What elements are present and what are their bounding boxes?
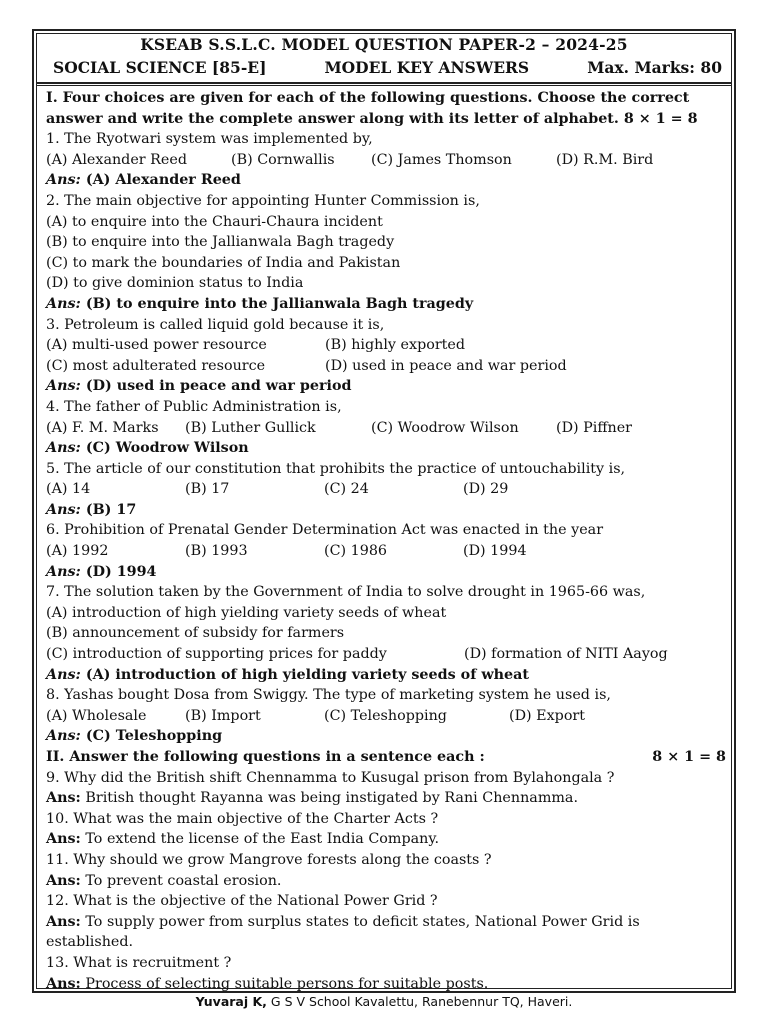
header-divider-thin bbox=[36, 85, 732, 86]
options-3a bbox=[46, 335, 726, 356]
subject-label: SOCIAL SCIENCE [85-E] bbox=[53, 58, 267, 77]
question-5: 5. The article of our constitution that prohibits the practice of untouchability is, bbox=[46, 460, 626, 477]
answer-text: Process of selecting suitable persons for suitable posts. bbox=[85, 975, 489, 992]
answer-9 bbox=[46, 788, 726, 809]
answer-6 bbox=[46, 562, 726, 583]
answer-text: To supply power from surplus states to deficit states, National Power Grid is bbox=[85, 913, 640, 930]
option: (C) 24 bbox=[324, 481, 369, 498]
answer-text: (D) 1994 bbox=[85, 563, 157, 580]
option: (B) Import bbox=[185, 707, 261, 724]
question-2: 2. The main objective for appointing Hunter Commission is, bbox=[46, 192, 480, 209]
answer-3 bbox=[46, 376, 726, 397]
ans-label: Ans: bbox=[46, 440, 81, 457]
footer-school: G S V School Kavalettu, Ranebennur TQ, Haveri. bbox=[266, 994, 573, 1009]
footer-author: Yuvaraj K, bbox=[195, 994, 267, 1009]
max-marks: Max. Marks: 80 bbox=[587, 58, 722, 77]
option: (D) 29 bbox=[463, 481, 509, 498]
ans-label: Ans: bbox=[46, 378, 81, 395]
answer-5 bbox=[46, 500, 726, 521]
option: (C) 1986 bbox=[324, 543, 388, 560]
paper-title: KSEAB S.S.L.C. MODEL QUESTION PAPER-2 – 2024-25 bbox=[140, 35, 628, 54]
option: (B) highly exported bbox=[325, 337, 466, 354]
ans-label: Ans: bbox=[46, 563, 81, 580]
option: (C) James Thomson bbox=[371, 151, 512, 168]
answer-8 bbox=[46, 726, 726, 747]
question-7: 7. The solution taken by the Government of India to solve drought in 1965-66 was, bbox=[46, 584, 646, 601]
question-10: 10. What was the main objective of the Charter Acts ? bbox=[46, 810, 439, 827]
ans-label: Ans: bbox=[46, 295, 81, 312]
answer-text: (C) Woodrow Wilson bbox=[85, 440, 249, 457]
ans-label: Ans: bbox=[46, 913, 81, 930]
option: (C) Woodrow Wilson bbox=[371, 419, 519, 436]
question-1: 1. The Ryotwari system was implemented by, bbox=[46, 131, 373, 148]
option: (C) Teleshopping bbox=[324, 707, 447, 724]
option: (B) 1993 bbox=[185, 543, 248, 560]
answer-text: To prevent coastal erosion. bbox=[85, 872, 282, 889]
answer-10 bbox=[46, 829, 726, 850]
ans-label: Ans: bbox=[46, 728, 81, 745]
answer-text: (D) used in peace and war period bbox=[85, 378, 352, 395]
answer-text: To extend the license of the East India Company. bbox=[85, 831, 440, 848]
answer-12 bbox=[46, 912, 726, 933]
option: (D) R.M. Bird bbox=[556, 151, 654, 168]
question-4: 4. The father of Public Administration is, bbox=[46, 398, 342, 415]
answer-text: (B) 17 bbox=[85, 501, 137, 518]
question-11: 11. Why should we grow Mangrove forests along the coasts ? bbox=[46, 851, 492, 868]
answer-7 bbox=[46, 665, 726, 686]
question-8: 8. Yashas bought Dosa from Swiggy. The type of marketing system he used is, bbox=[46, 687, 611, 704]
option: (B) Luther Gullick bbox=[185, 419, 316, 436]
ans-label: Ans: bbox=[46, 501, 81, 518]
options-3b bbox=[46, 356, 726, 377]
option: (A) 14 bbox=[46, 481, 91, 498]
question-12: 12. What is the objective of the National Power Grid ? bbox=[46, 893, 438, 910]
options-7cd bbox=[46, 644, 726, 665]
answer-text: (A) Alexander Reed bbox=[85, 172, 241, 189]
ans-label: Ans: bbox=[46, 872, 81, 889]
ans-label: Ans: bbox=[46, 666, 81, 683]
section2-heading bbox=[46, 747, 726, 768]
answer-12-continued: established. bbox=[46, 934, 134, 951]
options-6 bbox=[46, 541, 726, 562]
question-6: 6. Prohibition of Prenatal Gender Determination Act was enacted in the year bbox=[46, 522, 604, 539]
options-5 bbox=[46, 479, 726, 500]
question-3: 3. Petroleum is called liquid gold because it is, bbox=[46, 316, 385, 333]
option: (D) to give dominion status to India bbox=[46, 275, 304, 292]
option: (A) multi-used power resource bbox=[46, 337, 267, 354]
option: (B) Cornwallis bbox=[231, 151, 335, 168]
ans-label: Ans: bbox=[46, 831, 81, 848]
option: (B) announcement of subsidy for farmers bbox=[46, 625, 345, 642]
answer-text: (C) Teleshopping bbox=[85, 728, 223, 745]
page-footer bbox=[0, 994, 768, 1009]
answer-13 bbox=[46, 974, 726, 995]
option: (A) Alexander Reed bbox=[46, 151, 188, 168]
option: (C) introduction of supporting prices for paddy bbox=[46, 646, 387, 663]
option: (C) most adulterated resource bbox=[46, 357, 266, 374]
options-1 bbox=[46, 150, 726, 171]
ans-label: Ans: bbox=[46, 172, 81, 189]
answer-1 bbox=[46, 170, 726, 191]
option: (A) introduction of high yielding variety seeds of wheat bbox=[46, 604, 447, 621]
answer-11 bbox=[46, 871, 726, 892]
answer-text: British thought Rayanna was being instigated by Rani Chennamma. bbox=[85, 790, 579, 807]
options-4 bbox=[46, 418, 726, 439]
answer-4 bbox=[46, 438, 726, 459]
answer-2 bbox=[46, 294, 726, 315]
ans-label: Ans: bbox=[46, 975, 81, 992]
answer-text: (B) to enquire into the Jallianwala Bagh tragedy bbox=[85, 295, 474, 312]
option: (A) F. M. Marks bbox=[46, 419, 159, 436]
option: (B) to enquire into the Jallianwala Bagh tragedy bbox=[46, 234, 395, 251]
header-divider bbox=[36, 82, 732, 84]
key-label: MODEL KEY ANSWERS bbox=[324, 58, 530, 77]
question-content bbox=[46, 88, 726, 994]
option: (C) to mark the boundaries of India and Pakistan bbox=[46, 254, 401, 271]
ans-label: Ans: bbox=[46, 790, 81, 807]
section2-marks: 8 × 1 = 8 bbox=[652, 749, 726, 765]
options-8 bbox=[46, 706, 726, 727]
option: (A) Wholesale bbox=[46, 707, 147, 724]
section1-heading-line2: answer and write the complete answer along with its letter of alphabet. 8 × 1 = 8 bbox=[46, 110, 698, 127]
answer-text: (A) introduction of high yielding variety seeds of wheat bbox=[85, 666, 529, 683]
option: (D) formation of NITI Aayog bbox=[464, 646, 668, 663]
option: (D) Export bbox=[509, 707, 586, 724]
option: (A) to enquire into the Chauri-Chaura incident bbox=[46, 213, 383, 230]
question-13: 13. What is recruitment ? bbox=[46, 954, 232, 971]
section2-title: II. Answer the following questions in a sentence each : bbox=[46, 749, 485, 765]
option: (A) 1992 bbox=[46, 543, 109, 560]
option: (D) 1994 bbox=[463, 543, 527, 560]
section1-heading-line1: I. Four choices are given for each of the following questions. Choose the correct bbox=[46, 90, 690, 106]
option: (B) 17 bbox=[185, 481, 230, 498]
option: (D) used in peace and war period bbox=[325, 357, 567, 374]
paper-subheader bbox=[38, 58, 730, 77]
question-9: 9. Why did the British shift Chennamma to Kusugal prison from Bylahongala ? bbox=[46, 769, 615, 786]
option: (D) Piffner bbox=[556, 419, 633, 436]
